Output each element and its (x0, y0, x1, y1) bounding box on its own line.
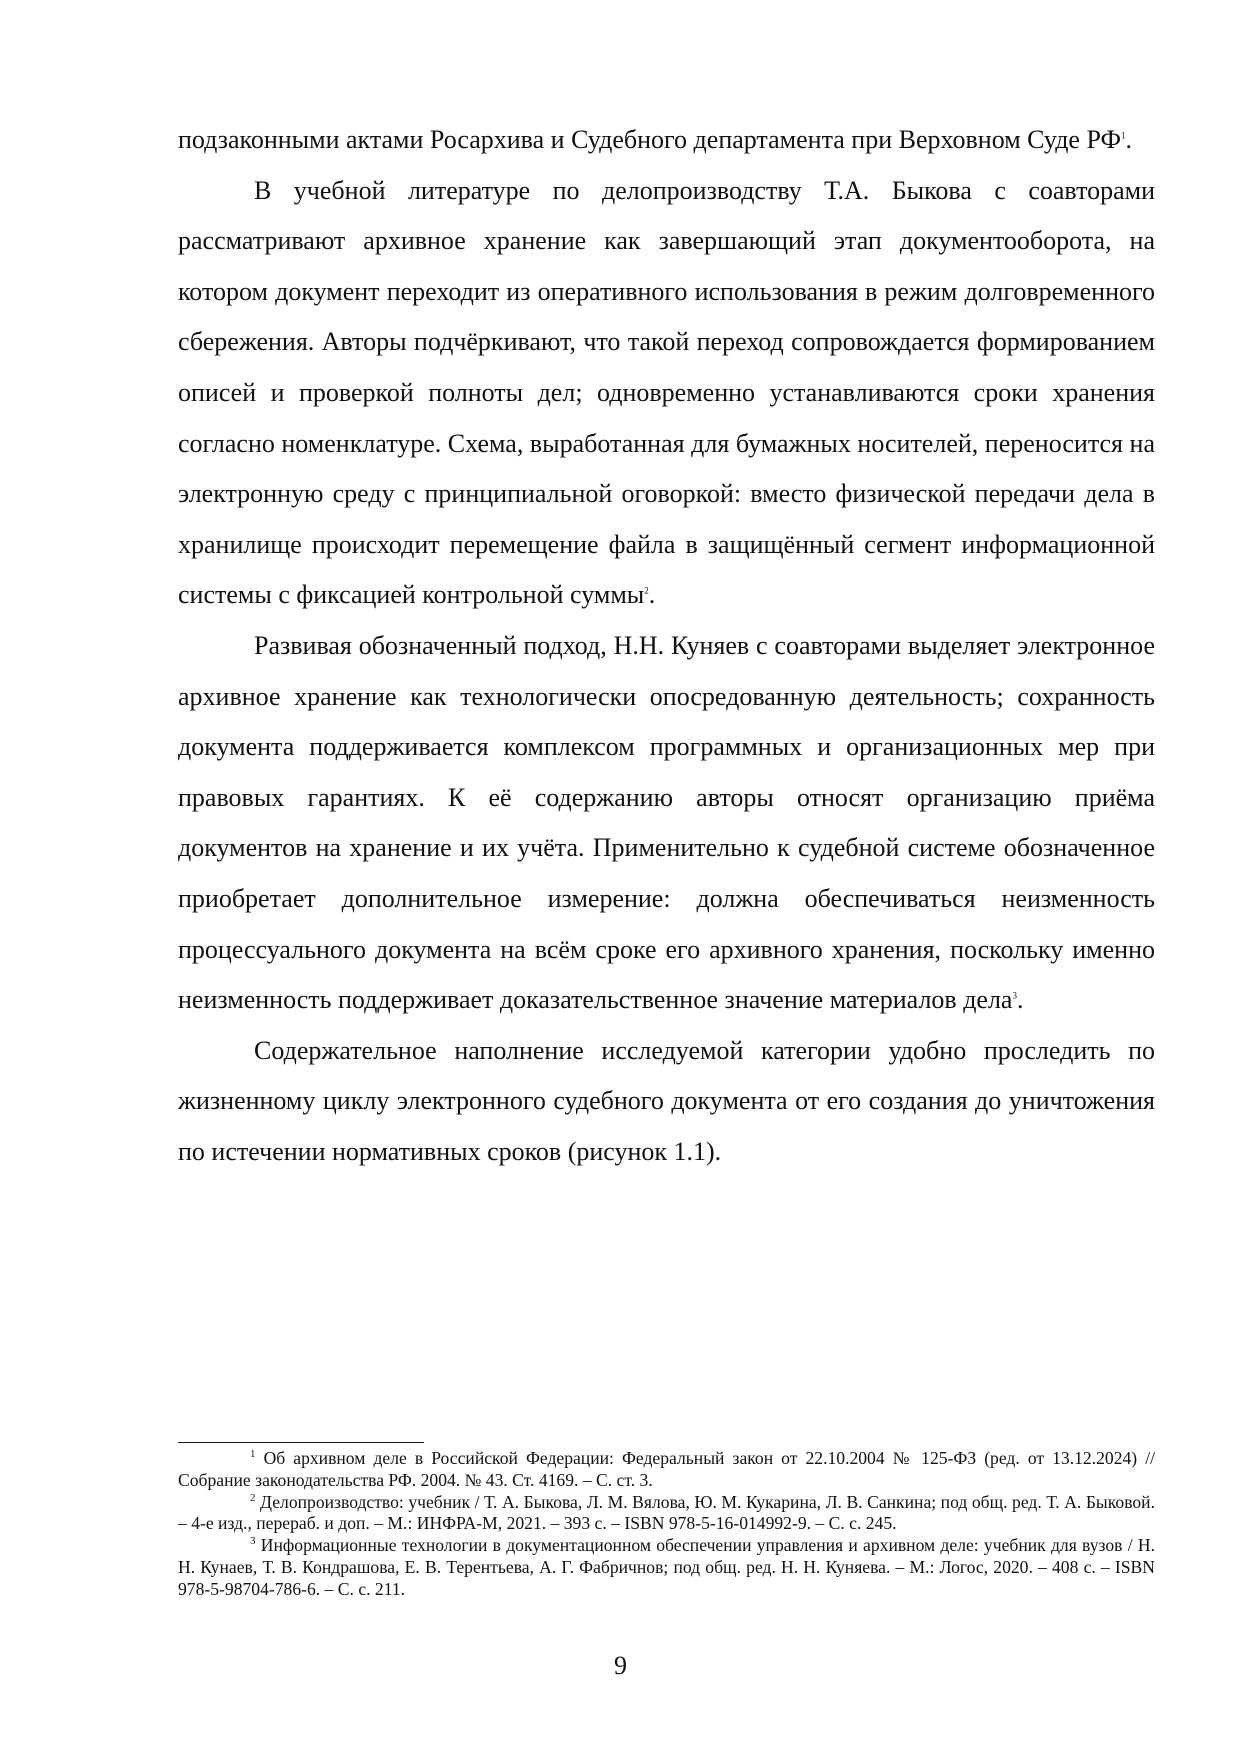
paragraph-2-text: В учебной литературе по делопроизводству Т.А. Быкова с соавторами рассматривают архивное хранение как завершающий этап документооборота, на котором документ переходит из оперативного использования в режим долговременного сбережения. Авторы подчёркивают, что такой переход сопровождается формированием описей и проверкой полноты дел; одновременно устанавливаются сроки хранения согласно номенклатуре. Схема, выработанная для бумажных носителей, переносится на электронную среду с принципиальной оговоркой: вместо физической передачи дела в хранилище происходит перемещение файла в защищённый сегмент информационной системы с фиксацией контрольной суммы (178, 175, 1155, 610)
footnote-3-text: Информационные технологии в документационном обеспечении управления и архивном деле: учебник для вузов / Н. Н. Кунаев, Т. В. Кондрашова, Е. В. Терентьева, А. Г. Фабричнов; под общ. ред. Н. Н. Куняева. – М.: Логос, 2020. – 408 с. – ISBN 978-5-98704-786-6. – С. с. 211. (178, 1535, 1155, 1599)
paragraph-4 (178, 1026, 1155, 1178)
body-text (178, 115, 1155, 1177)
footnote-2-number: 2 (250, 1491, 256, 1504)
paragraph-2-end: . (648, 580, 656, 610)
paragraph-1-end: . (1125, 125, 1133, 154)
footnote-2-text: Делопроизводство: учебник / Т. А. Быкова, Л. М. Вялова, Ю. М. Кукарина, Л. В. Санкина; под общ. ред. Т. А. Быковой. – 4-е изд., перераб. и доп. – М.: ИНФРА-М, 2021. – 393 с. – ISBN 978-5-16-014992-9. – С. с. 245. (178, 1491, 1155, 1534)
footnote-2 (178, 1492, 1155, 1536)
page-number: 9 (614, 1651, 627, 1680)
footnotes (178, 1448, 1155, 1601)
footnote-ref-2[interactable]: 2 (644, 585, 649, 596)
paragraph-3 (178, 621, 1155, 1026)
footnote-ref-3[interactable]: 3 (1012, 990, 1017, 1001)
paragraph-3-end: . (1016, 985, 1024, 1015)
paragraph-2 (178, 166, 1155, 621)
footnote-3 (178, 1535, 1155, 1600)
footnote-3-number: 3 (250, 1535, 256, 1548)
footnote-ref-1[interactable]: 1 (1121, 130, 1126, 141)
paragraph-4-text: Содержательное наполнение исследуемой категории удобно проследить по жизненному циклу электронного судебного документа от его создания до уничтожения по истечении нормативных сроков (рисунок 1.1). (178, 1035, 1155, 1166)
footnote-1-text: Об архивном деле в Российской Федерации: Федеральный закон от 22.10.2004 № 125-ФЗ (ред. от 13.12.2024) // Собрание законодательства РФ. 2004. № 43. Ст. 4169. – С. ст. 3. (178, 1448, 1155, 1490)
paragraph-1 (178, 115, 1155, 166)
paragraph-1-text: подзаконными актами Росархива и Судебного департамента при Верховном Суде РФ (178, 125, 1122, 154)
paragraph-3-text: Развивая обозначенный подход, Н.Н. Куняев с соавторами выделяет электронное архивное хранение как технологически опосредованную деятельность; сохранность документа поддерживается комплексом программных и организационных мер при правовых гарантиях. К её содержанию авторы относят организацию приёма документов на хранение и их учёта. Применительно к судебной системе обозначенное приобретает дополнительное измерение: должна обеспечиваться неизменность процессуального документа на всём сроке его архивного хранения, поскольку именно неизменность поддерживает доказательственное значение материалов дела (178, 630, 1155, 1015)
footnote-separator (178, 1442, 424, 1443)
footnote-1-number: 1 (250, 1448, 256, 1461)
footnote-1 (178, 1448, 1155, 1492)
